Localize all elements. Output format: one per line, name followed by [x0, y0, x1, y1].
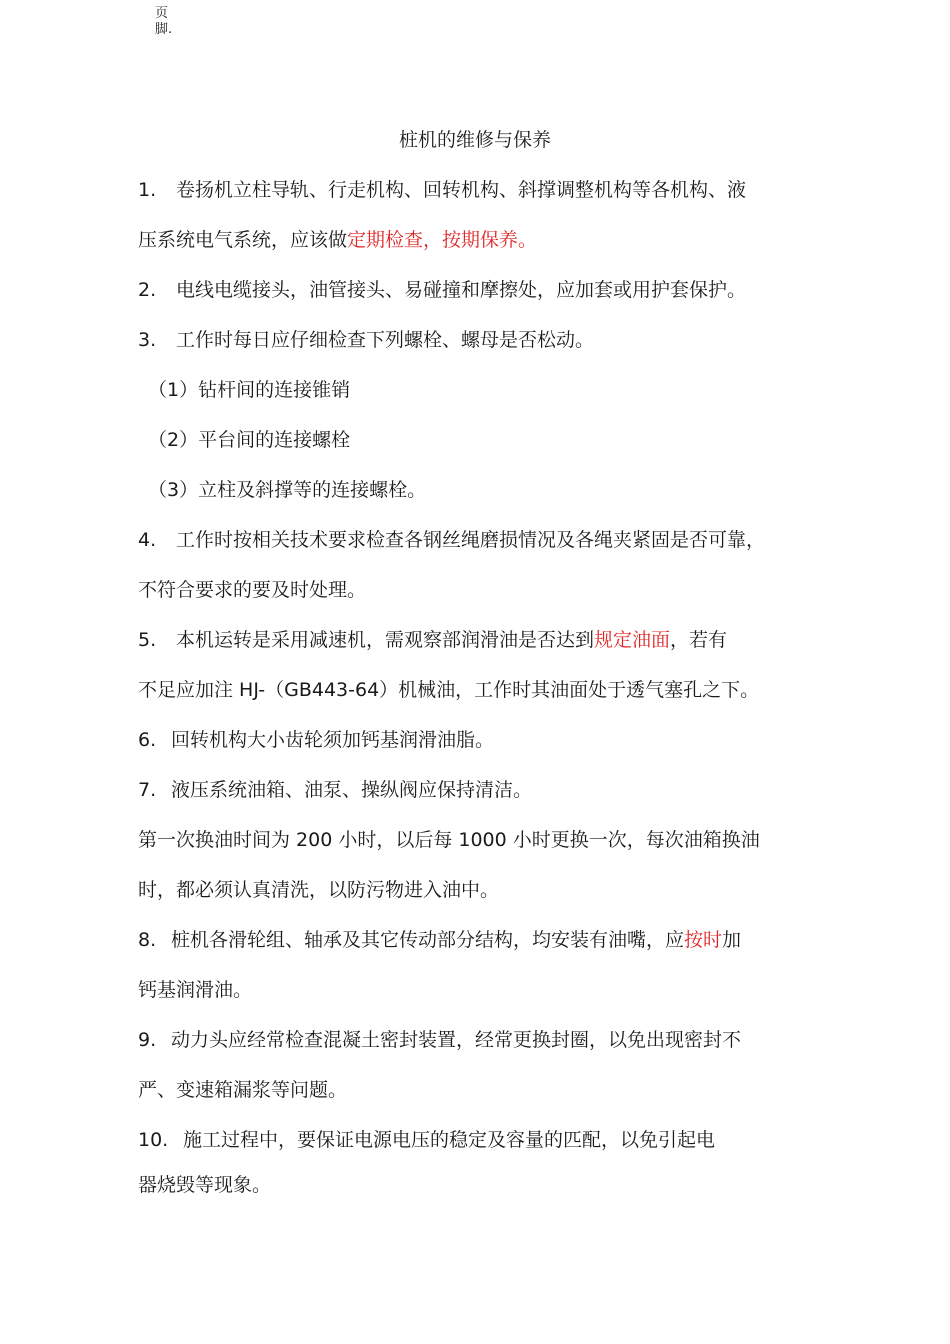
- item-text: 施工过程中，要保证电源电压的稳定及容量的匹配，以免引起电: [183, 1129, 716, 1151]
- item-text: 桩机各滑轮组、轴承及其它传动部分结构，均安装有油嘴，应: [171, 929, 685, 951]
- list-item-7-continuation: [138, 877, 499, 903]
- sub-item-3: [148, 477, 426, 503]
- list-item-5-continuation: [138, 677, 759, 703]
- item-number: 9.: [138, 1029, 157, 1051]
- item-text: 时，都必须认真清洗，以防污物进入油中。: [138, 879, 500, 901]
- list-item-3: [138, 327, 594, 353]
- sub-item-text: 立柱及斜撑等的连接螺栓。: [198, 479, 427, 501]
- item-text: 卷扬机立柱导轨、行走机构、回转机构、斜撑调整机构等各机构、液: [176, 179, 747, 201]
- list-item-1: [138, 177, 746, 203]
- highlighted-text: 规定油面: [594, 629, 671, 651]
- item-text: 不足应加注 HJ-（GB443-64）机械油，工作时其油面处于透气塞孔之下。: [138, 679, 760, 701]
- list-item-8: [138, 927, 741, 953]
- item-text: 第一次换油时间为 200 小时，以后每 1000 小时更换一次，每次油箱换油: [138, 829, 760, 851]
- item-text-tail: ，若有: [670, 629, 728, 651]
- list-item-2: [138, 277, 746, 303]
- list-item-9-continuation: [138, 1077, 347, 1103]
- item-number: 6.: [138, 729, 157, 751]
- item-text: 压系统电气系统，应该做: [138, 229, 348, 251]
- list-item-7-paragraph: [138, 827, 760, 853]
- document-title: 桩机的维修与保养: [398, 129, 551, 151]
- sub-item-1: [148, 377, 350, 403]
- item-number: 7.: [138, 779, 157, 801]
- sub-item-number: （2）: [148, 429, 199, 451]
- list-item-4: [138, 527, 765, 553]
- item-text: 工作时每日应仔细检查下列螺栓、螺母是否松动。: [176, 329, 595, 351]
- item-text: 液压系统油箱、油泵、操纵阀应保持清洁。: [171, 779, 533, 801]
- item-text: 严、变速箱漏浆等问题。: [138, 1079, 348, 1101]
- list-item-6: [138, 727, 494, 753]
- item-text: 本机运转是采用减速机，需观察部润滑油是否达到: [176, 629, 595, 651]
- item-text: 电线电缆接头，油管接头、易碰撞和摩擦处，应加套或用护套保护。: [176, 279, 747, 301]
- item-text: 回转机构大小齿轮须加钙基润滑油脂。: [171, 729, 495, 751]
- item-text: 动力头应经常检查混凝土密封装置，经常更换封圈，以免出现密封不: [171, 1029, 742, 1051]
- list-item-10: [138, 1127, 715, 1153]
- header-line-1: 页: [155, 6, 169, 21]
- list-item-8-continuation: [138, 977, 252, 1003]
- highlighted-text: 按时: [684, 929, 723, 951]
- sub-item-text: 钻杆间的连接锥销: [198, 379, 351, 401]
- list-item-10-continuation: [138, 1172, 271, 1198]
- header-note: [155, 6, 172, 38]
- item-text: 钙基润滑油。: [138, 979, 253, 1001]
- item-number: 8.: [138, 929, 157, 951]
- sub-item-number: （1）: [148, 379, 199, 401]
- highlighted-text: 定期检查，按期保养。: [347, 229, 538, 251]
- item-number: 2.: [138, 279, 157, 301]
- item-number: 1.: [138, 179, 157, 201]
- list-item-5: [138, 627, 727, 653]
- list-item-4-continuation: [138, 577, 366, 603]
- item-number: 4.: [138, 529, 157, 551]
- item-text: 不符合要求的要及时处理。: [138, 579, 367, 601]
- sub-item-number: （3）: [148, 479, 199, 501]
- sub-item-2: [148, 427, 350, 453]
- list-item-7: [138, 777, 532, 803]
- item-text: 器烧毁等现象。: [138, 1174, 272, 1196]
- item-number: 10.: [138, 1129, 169, 1151]
- list-item-9: [138, 1027, 741, 1053]
- item-number: 3.: [138, 329, 157, 351]
- item-text-tail: 加: [722, 929, 742, 951]
- sub-item-text: 平台间的连接螺栓: [198, 429, 351, 451]
- item-number: 5.: [138, 629, 157, 651]
- item-text: 工作时按相关技术要求检查各钢丝绳磨损情况及各绳夹紧固是否可靠，: [176, 529, 766, 551]
- header-line-2: 脚.: [155, 22, 173, 37]
- list-item-1-continuation: [138, 227, 537, 253]
